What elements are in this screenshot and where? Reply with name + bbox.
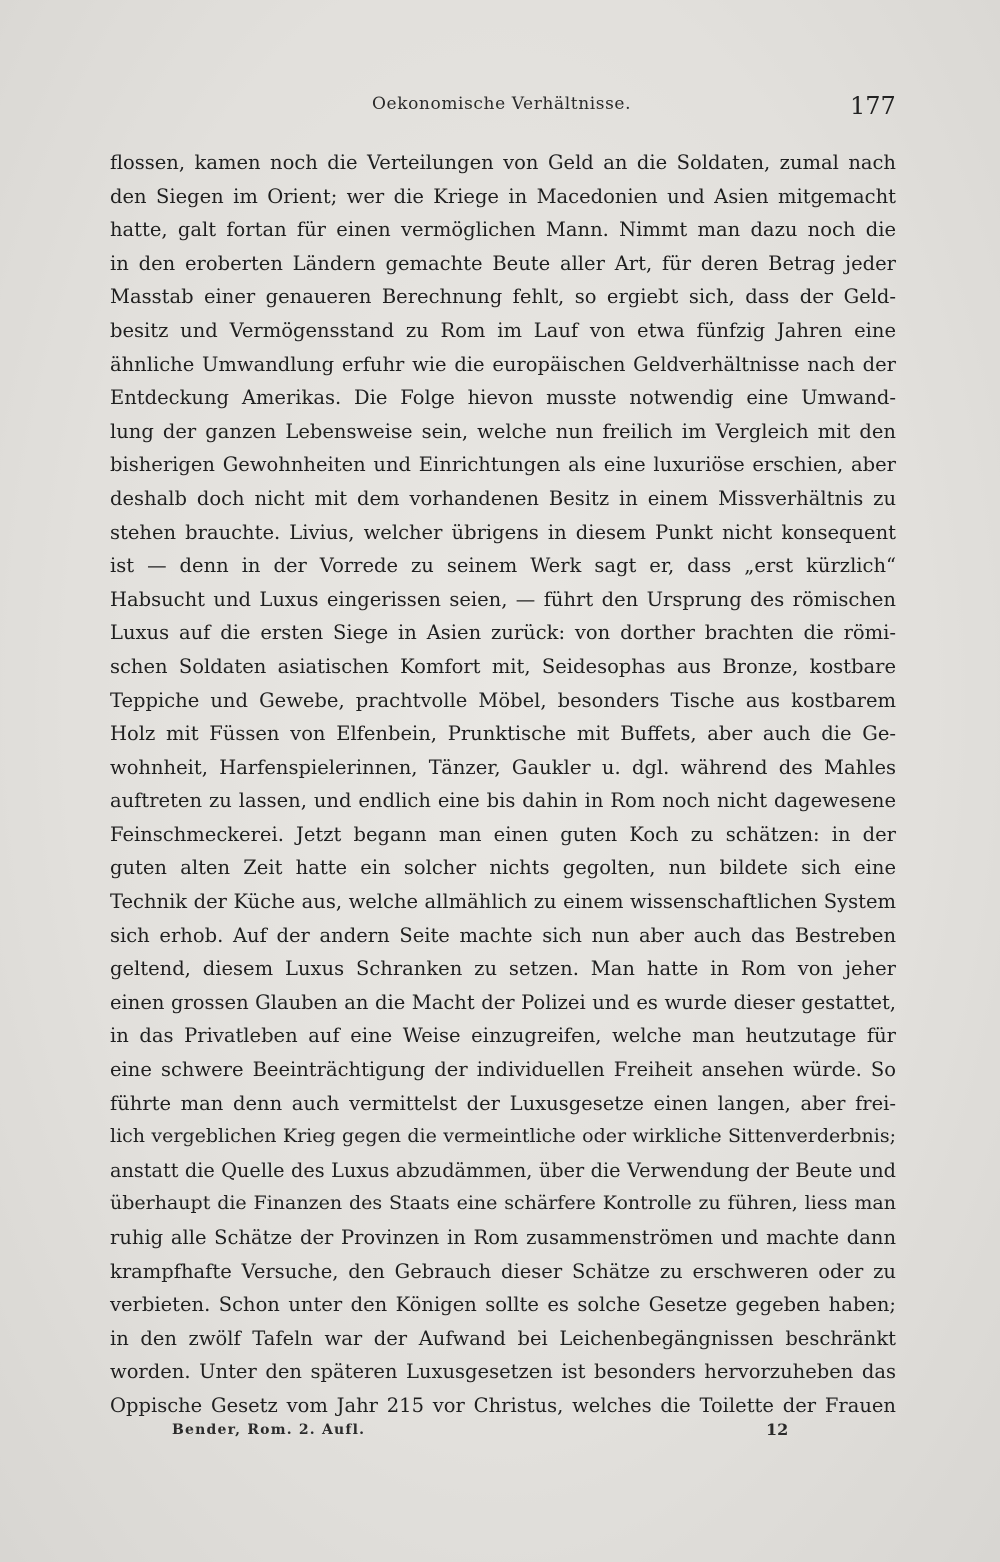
text-line: krampfhafte Versuche, den Gebrauch dieser Schätze zu erschweren oder zu	[110, 1259, 896, 1283]
text-line: stehen brauchte. Livius, welcher übrigens in diesem Punkt nicht konsequent	[110, 520, 896, 544]
text-line: führte man denn auch vermittelst der Luxusgesetze einen langen, aber frei-	[110, 1091, 896, 1115]
text-line: schen Soldaten asiatischen Komfort mit, Seidesophas aus Bronze, kostbare	[110, 654, 896, 678]
text-line: besitz und Vermögensstand zu Rom im Lauf von etwa fünfzig Jahren eine	[110, 318, 896, 342]
text-line: guten alten Zeit hatte ein solcher nichts gegolten, nun bildete sich eine	[110, 856, 896, 880]
text-line: wohnheit, Harfenspielerinnen, Tänzer, Gaukler u. dgl. während des Mahles	[110, 755, 896, 779]
text-line: in das Privatleben auf eine Weise einzugreifen, welche man heutzutage für	[110, 1024, 896, 1048]
running-head	[0, 88, 1000, 128]
sheet-number: 12	[766, 1420, 789, 1439]
text-line: Oppische Gesetz vom Jahr 215 vor Christus, welches die Toilette der Frauen	[110, 1393, 896, 1417]
text-line: Teppiche und Gewebe, prachtvolle Möbel, besonders Tische aus kostbarem	[110, 688, 896, 712]
text-line: sich erhob. Auf der andern Seite machte sich nun aber auch das Bestreben	[110, 923, 896, 947]
text-line: Feinschmeckerei. Jetzt begann man einen guten Koch zu schätzen: in der	[110, 822, 896, 846]
text-line: ist — denn in der Vorrede zu seinem Werk sagt er, dass „erst kürzlich“	[110, 554, 896, 578]
text-line: lung der ganzen Lebensweise sein, welche nun freilich im Vergleich mit den	[110, 419, 896, 443]
text-line: Habsucht und Luxus eingerissen seien, — führt den Ursprung des römischen	[110, 587, 896, 611]
text-line: worden. Unter den späteren Luxusgesetzen ist besonders hervorzuheben das	[110, 1360, 896, 1384]
text-line: eine schwere Beeinträchtigung der individuellen Freiheit ansehen würde. So	[110, 1058, 896, 1082]
text-line: flossen, kamen noch die Verteilungen von Geld an die Soldaten, zumal nach	[110, 151, 896, 174]
text-line: ruhig alle Schätze der Provinzen in Rom zusammenströmen und machte dann	[110, 1226, 896, 1249]
text-line: überhaupt die Finanzen des Staats eine schärfere Kontrolle zu führen, liess man	[110, 1192, 896, 1215]
text-line: geltend, diesem Luxus Schranken zu setzen. Man hatte in Rom von jeher	[110, 957, 896, 981]
text-line: Technik der Küche aus, welche allmählich zu einem wissenschaftlichen System	[110, 890, 896, 914]
text-line: ähnliche Umwandlung erfuhr wie die europäischen Geldverhältnisse nach der	[110, 352, 896, 376]
body-text	[110, 146, 896, 1423]
text-line: den Siegen im Orient; wer die Kriege in Macedonien und Asien mitgemacht	[110, 184, 896, 208]
text-line: Holz mit Füssen von Elfenbein, Prunktische mit Buffets, aber auch die Ge-	[110, 722, 896, 746]
text-line: Masstab einer genaueren Berechnung fehlt, so ergiebt sich, dass der Geld-	[110, 285, 896, 309]
page-footer	[0, 1418, 1000, 1448]
text-line: Luxus auf die ersten Siege in Asien zurück: von dorther brachten die römi-	[110, 621, 896, 645]
text-line: verbieten. Schon unter den Königen sollte es solche Gesetze gegeben haben;	[110, 1293, 896, 1317]
text-line: lich vergeblichen Krieg gegen die vermeintliche oder wirkliche Sittenverderbnis;	[110, 1125, 896, 1148]
text-line: in den zwölf Tafeln war der Aufwand bei Leichenbegängnissen beschränkt	[110, 1326, 896, 1350]
printer-signature: Bender, Rom. 2. Aufl.	[172, 1422, 366, 1438]
text-line: Entdeckung Amerikas. Die Folge hievon musste notwendig eine Umwand-	[110, 386, 896, 410]
text-line: auftreten zu lassen, und endlich eine bis dahin in Rom noch nicht dagewesene	[110, 789, 896, 813]
text-line: anstatt die Quelle des Luxus abzudämmen, über die Verwendung der Beute und	[110, 1158, 896, 1182]
running-title: Oekonomische Verhältnisse.	[372, 94, 632, 114]
text-line: in den eroberten Ländern gemachte Beute aller Art, für deren Betrag jeder	[110, 251, 896, 275]
text-line: deshalb doch nicht mit dem vorhandenen Besitz in einem Missverhältnis zu	[110, 486, 896, 510]
text-line: hatte, galt fortan für einen vermöglichen Mann. Nimmt man dazu noch die	[110, 218, 896, 242]
text-line: bisherigen Gewohnheiten und Einrichtungen als eine luxuriöse erschien, aber	[110, 453, 896, 477]
text-line: einen grossen Glauben an die Macht der Polizei und es wurde dieser gestattet,	[110, 990, 896, 1014]
page-number: 177	[850, 92, 896, 120]
